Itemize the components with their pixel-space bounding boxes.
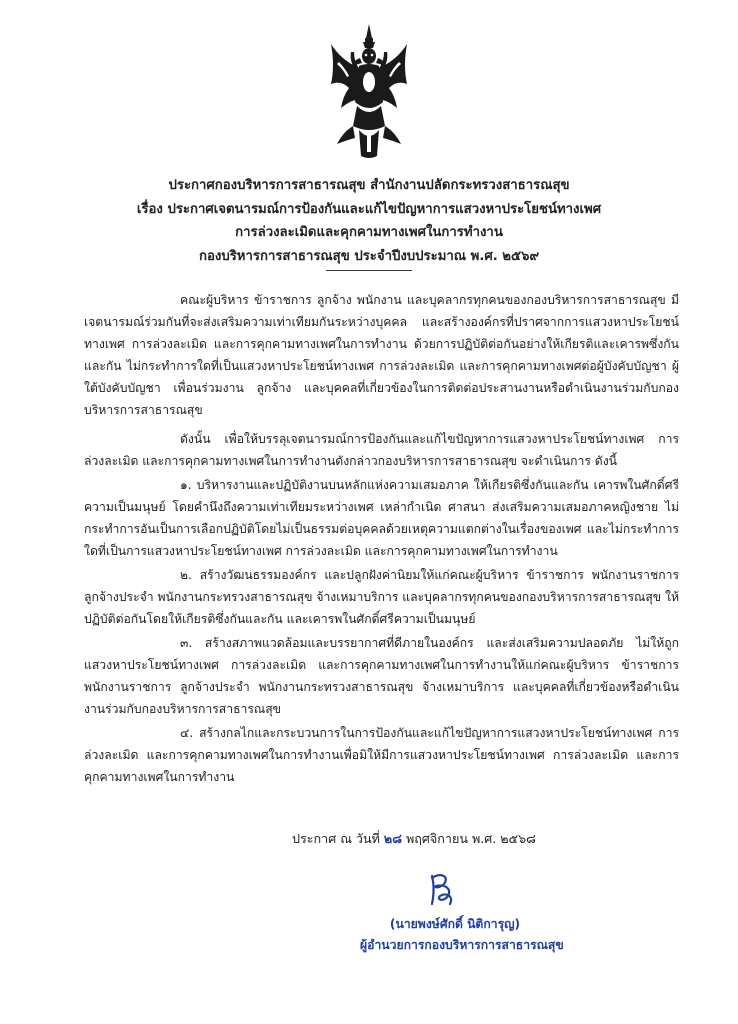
list-item-3: ๓. สร้างสภาพแวดล้อมและบรรยากาศที่ดีภายในองค์กร และส่งเสริมความปลอดภัย ไม่ให้ถูกแสวงหาประโยชน์ทางเพศ การล่วงละเมิด และการคุกคามทางเพศในการทำงานให้แก่คณะผู้บริหาร ข้าราชการ พนักงานราชการ ลูกจ้างประจำ พนักงานกระทรวงสาธารณสุข จ้างเหมาบริการ และบุคคลที่เกี่ยวข้องหรือดำเนินงานร่วมกับกองบริหารการสาธารณสุข (84, 636, 679, 716)
announcement-month-year: พฤศจิกายน พ.ศ. ๒๕๖๘ (405, 831, 536, 846)
signatory-name: (นายพงษ์ศักดิ์ นิติการุญ) (389, 917, 521, 931)
list-item-4: ๔. สร้างกลไกและกระบวนการในการป้องกันและแก้ไขปัญหาการแสวงหาประโยชน์ทางเพศ การล่วงละเมิด และการคุกคามทางเพศในการทำงานเพื่อมิให้มีการแสวงหาประโยชน์ทางเพศ การล่วงละเมิด และการคุกคามทางเพศในการทำงาน (84, 726, 679, 784)
signatory-position: ผู้อำนวยการกองบริหารการสาธารณสุข (360, 938, 564, 952)
heading-line-2: เรื่อง ประกาศเจตนารมณ์การป้องกันและแก้ไขปัญหาการแสวงหาประโยชน์ทางเพศ (136, 201, 602, 217)
announcement-day: ๒๘ (383, 831, 402, 846)
announcement-prefix: ประกาศ ณ วันที่ (292, 831, 380, 846)
document-heading (90, 174, 648, 268)
heading-line-1: ประกาศกองบริหารการสาธารณสุข สำนักงานปลัดกระทรวงสาธารณสุข (168, 178, 570, 193)
handwritten-signature (418, 870, 468, 914)
garuda-emblem-icon (327, 22, 411, 162)
announcement-date (292, 829, 536, 849)
heading-line-4: กองบริหารการสาธารณสุข ประจำปีงบประมาณ พ.ศ. ๒๕๖๙ (198, 248, 540, 264)
intro-paragraph: คณะผู้บริหาร ข้าราชการ ลูกจ้าง พนักงาน และบุคลากรทุกคนของกองบริหารการสาธารณสุข มีเจตนารมณ์ร่วมกันที่จะส่งเสริมความเท่าเทียมกันระหว่างบุคคล และสร้างองค์กรที่ปราศจากการแสวงหาประโยชน์ทางเพศ การล่วงละเมิด และการคุกคามทางเพศในการทำงาน ด้วยการปฏิบัติต่อกันอย่างให้เกียรติและเคารพซึ่งกันและกัน ไม่กระทำการใดที่เป็นแสวงหาประโยชน์ทางเพศ การล่วงละเมิด และการคุกคามทางเพศต่อผู้บังคับบัญชา ผู้ใต้บังคับบัญชา เพื่อนร่วมงาน ลูกจ้าง และบุคคลที่เกี่ยวข้องในการติดต่อประสานงานหรือดำเนินงานร่วมกับกองบริหารการสาธารณสุข (84, 293, 679, 417)
heading-line-3: การล่วงละเมิดและคุกคามทางเพศในการทำงาน (235, 225, 503, 240)
lead-paragraph: ดังนั้น เพื่อให้บรรลุเจตนารมณ์การป้องกันและแก้ไขปัญหาการแสวงหาประโยชน์ทางเพศ การล่วงละเมิด และการคุกคามทางเพศในการทำงานดังกล่าวกองบริหารการสาธารณสุข จะดำเนินการ ดังนี้ (84, 432, 679, 468)
signatory-block (360, 914, 564, 956)
list-item-2: ๒. สร้างวัฒนธรรมองค์กร และปลูกฝังค่านิยมให้แก่คณะผู้บริหาร ข้าราชการ พนักงานราชการ ลูกจ้างประจำ พนักงานกระทรวงสาธารณสุข จ้างเหมาบริการ และบุคลากรทุกคนของกองบริหารการสาธารณสุข ให้ปฏิบัติต่อกันโดยให้เกียรติซึ่งกันและกัน และเคารพในศักดิ์ศรีความเป็นมนุษย์ (84, 568, 679, 626)
document-body (84, 289, 679, 788)
list-item-1: ๑. บริหารงานและปฏิบัติงานบนหลักแห่งความเสมอภาค ให้เกียรติซึ่งกันและกัน เคารพในศักดิ์ศรีความเป็นมนุษย์ โดยคำนึงถึงความเท่าเทียมระหว่างเพศ เหล่ากำเนิด ศาสนา ส่งเสริมความเสมอภาคหญิงชาย ไม่กระทำการอันเป็นการเลือกปฏิบัติโดยไม่เป็นธรรมต่อบุคคลด้วยเหตุความแตกต่างในเรื่องของเพศ และไม่กระทำการใดที่เป็นการแสวงหาประโยชน์ทางเพศ การล่วงละเมิด และการคุกคามทางเพศในการทำงาน (84, 478, 679, 558)
heading-divider (326, 270, 412, 271)
